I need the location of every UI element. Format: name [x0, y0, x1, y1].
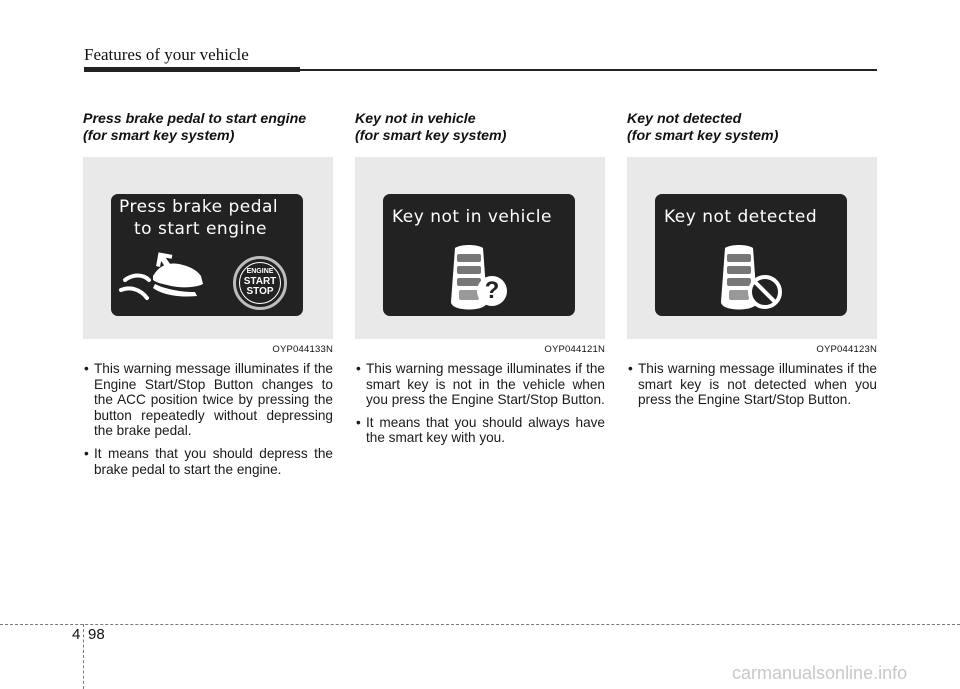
header-rule-thick: [84, 67, 300, 72]
question-mark-icon: ?: [477, 276, 507, 306]
figure-code: OYP044133N: [272, 344, 333, 355]
display-message-line-1: Press brake pedal: [119, 197, 279, 217]
display-message: Key not detected: [664, 207, 818, 227]
bullet-list: [627, 361, 877, 408]
figure-code: OYP044123N: [816, 344, 877, 355]
foot-on-brake-pedal-icon: [117, 250, 217, 312]
display-message: Key not in vehicle: [392, 207, 552, 227]
bullet-item: • It means that you should depress the brake pedal to start the engine.: [83, 446, 333, 477]
prohibited-icon: [747, 274, 783, 310]
watermark: carmanualsonline.info: [732, 663, 908, 683]
button-label-engine: ENGINE: [246, 268, 274, 275]
bullet-list: [355, 361, 605, 446]
figure-code: OYP044121N: [544, 344, 605, 355]
heading-line-1: Key not in vehicle: [355, 111, 476, 127]
button-label-stop: STOP: [246, 286, 274, 297]
cluster-display: [655, 194, 847, 316]
page-header-title: Features of your vehicle: [84, 45, 249, 64]
section-heading: [83, 111, 333, 145]
button-label-start: START: [243, 276, 277, 287]
bullet-item: • This warning message illuminates if the Engine Start/Stop Button changes to the ACC position twice by pressing the button repeatedly without depressing the brake pedal.: [83, 361, 333, 439]
chapter-number: 4: [72, 626, 81, 643]
footer-divider: [83, 624, 84, 689]
display-message-line-2: to start engine: [134, 219, 267, 239]
section-heading: [627, 111, 877, 145]
heading-line-1: Key not detected: [627, 111, 742, 127]
figure-press-brake-pedal: [83, 157, 333, 355]
heading-line-2: (for smart key system): [627, 128, 779, 144]
page-number: 98: [88, 626, 105, 643]
bullet-list: [83, 361, 333, 477]
section-heading: [355, 111, 605, 145]
heading-line-2: (for smart key system): [83, 128, 235, 144]
heading-line-1: Press brake pedal to start engine: [83, 111, 307, 127]
section-press-brake-pedal: [83, 111, 333, 484]
figure-key-not-in-vehicle: [355, 157, 605, 355]
bullet-item: • It means that you should always have the smart key with you.: [355, 415, 605, 446]
heading-line-2: (for smart key system): [355, 128, 507, 144]
cluster-display: [111, 194, 303, 316]
figure-key-not-detected: [627, 157, 877, 355]
engine-start-stop-button-icon: [233, 256, 287, 310]
bullet-item: • This warning message illuminates if the smart key is not in the vehicle when you press the Engine Start/Stop Button.: [355, 361, 605, 408]
header-rule-thin: [300, 69, 877, 71]
section-key-not-in-vehicle: [355, 111, 605, 453]
bullet-item: • This warning message illuminates if the smart key is not detected when you press the Engine Start/Stop Button.: [627, 361, 877, 408]
cluster-display: [383, 194, 575, 316]
footer-rule: [0, 624, 960, 625]
section-key-not-detected: [627, 111, 877, 415]
